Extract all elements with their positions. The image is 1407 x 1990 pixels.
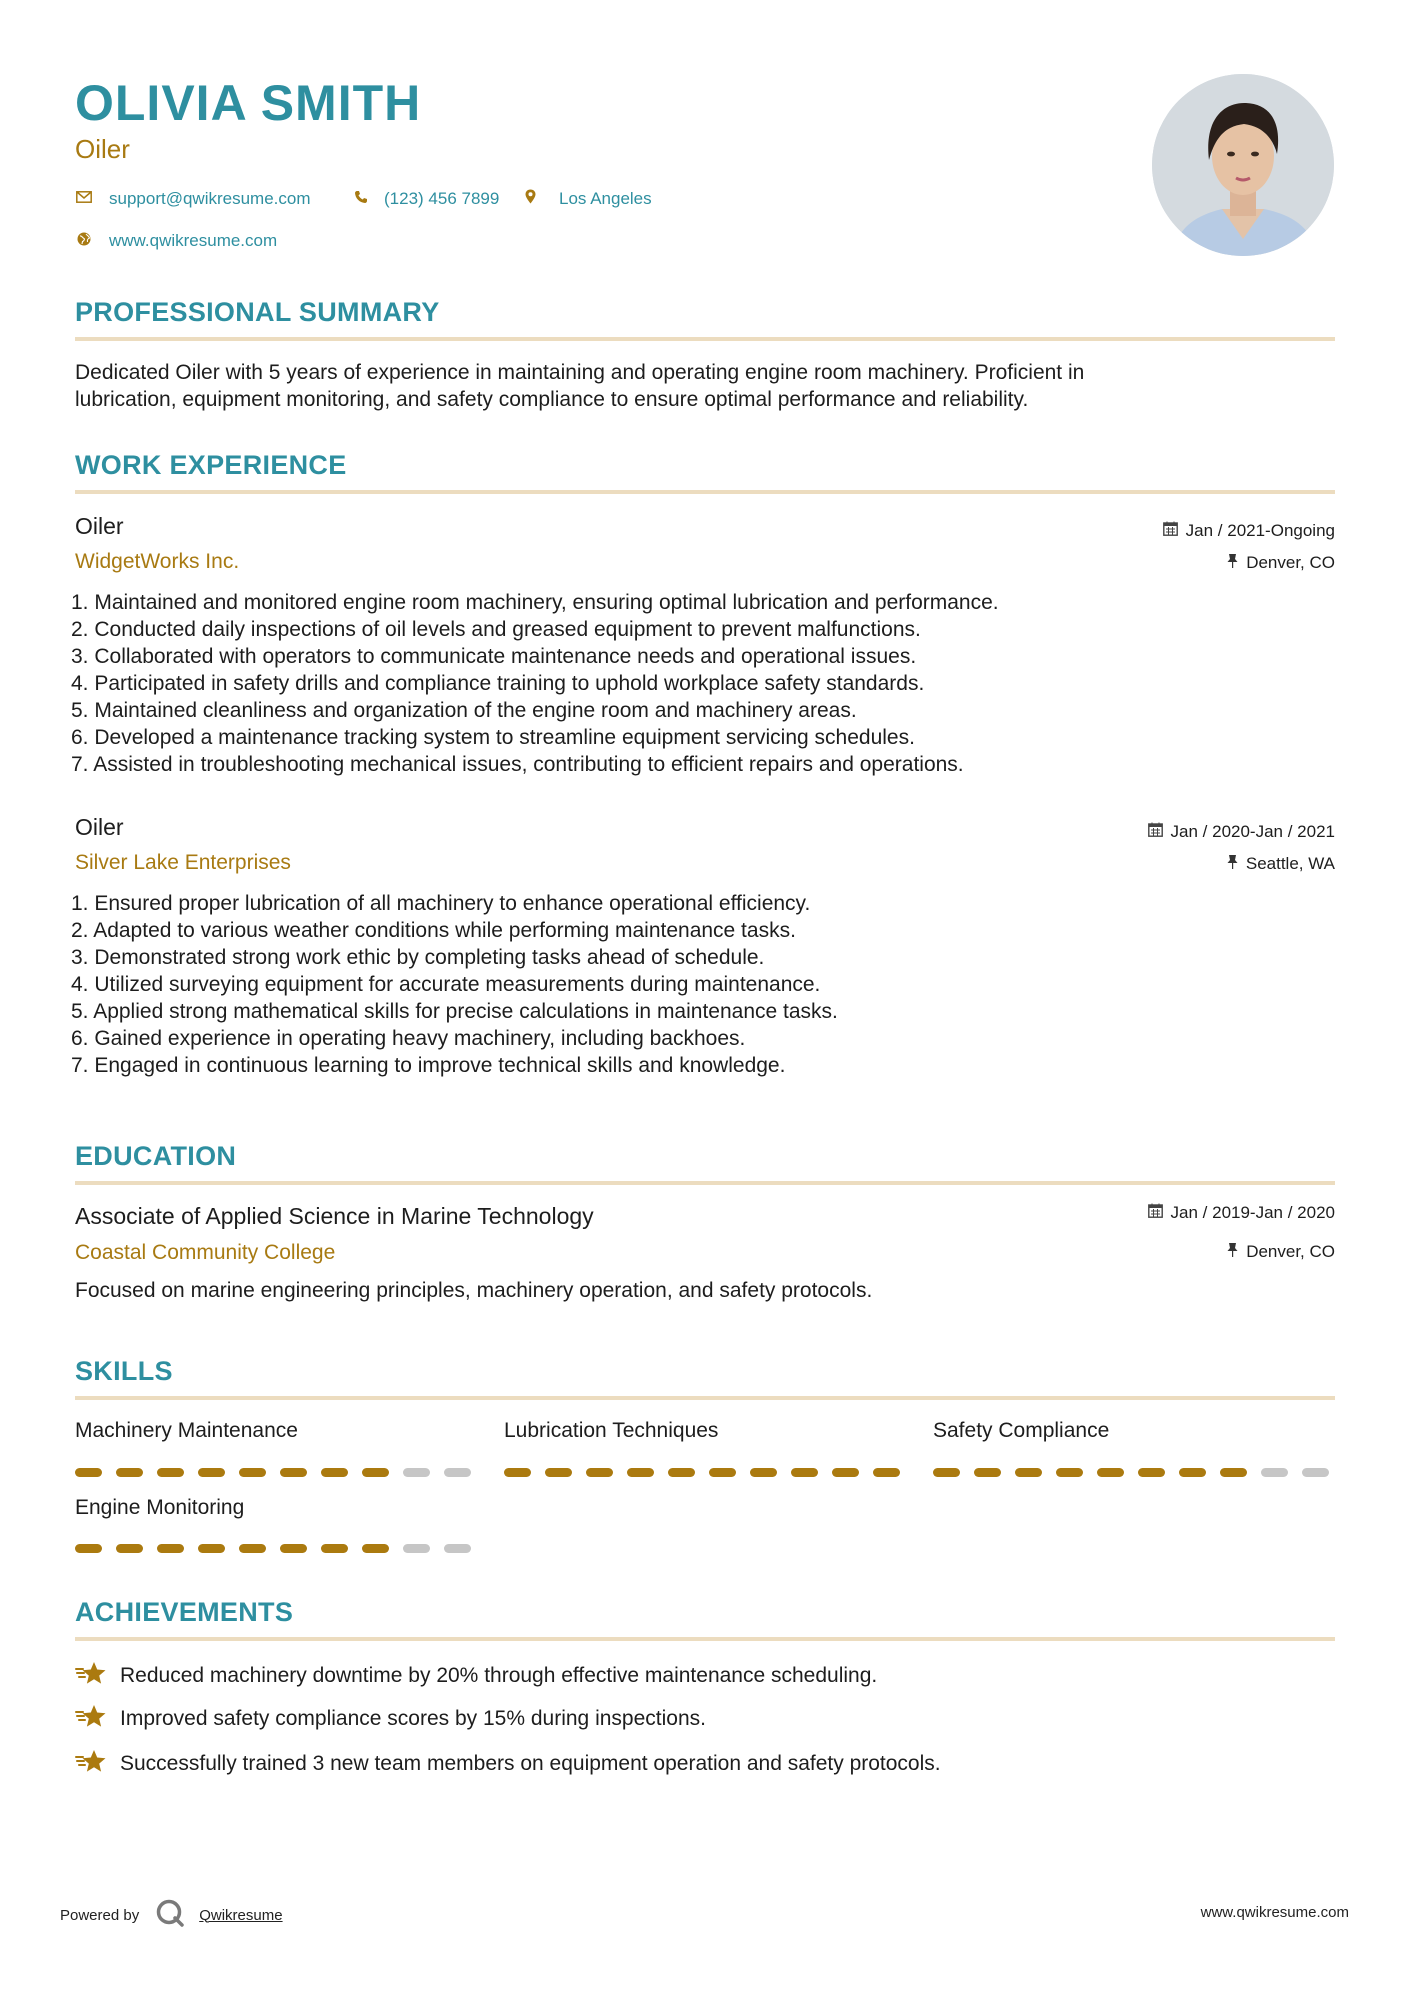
job-location: Seattle, WA (1227, 854, 1335, 874)
skill-dash-filled (709, 1468, 736, 1477)
skill-dash-filled (750, 1468, 777, 1477)
list-item: 7. Assisted in troubleshooting mechanical issues, contributing to efficient repairs and operations. (71, 753, 964, 776)
achievements-divider (75, 1637, 1335, 1641)
list-item: 3. Demonstrated strong work ethic by completing tasks ahead of schedule. (71, 946, 765, 969)
skill-dash-filled (1138, 1468, 1165, 1477)
skill-dash-filled (832, 1468, 859, 1477)
candidate-name: OLIVIA SMITH (75, 75, 422, 131)
skill-dash-filled (239, 1468, 266, 1477)
list-item: 5. Maintained cleanliness and organization of the engine room and machinery areas. (71, 699, 857, 722)
envelope-icon (75, 190, 93, 208)
skill-name: Lubrication Techniques (504, 1419, 719, 1442)
skill-dash-filled (75, 1468, 102, 1477)
list-item: 4. Utilized surveying equipment for accurate measurements during maintenance. (71, 973, 821, 996)
skill-dash-filled (280, 1468, 307, 1477)
skill-dash-empty (403, 1544, 430, 1553)
skill-dash-filled (586, 1468, 613, 1477)
calendar-icon (1148, 822, 1163, 842)
skill-dash-filled (75, 1544, 102, 1553)
skill-dash-empty (403, 1468, 430, 1477)
globe-icon (75, 232, 93, 251)
skill-dash-filled (504, 1468, 531, 1477)
skill-dash-empty (444, 1468, 471, 1477)
achievement-item: Reduced machinery downtime by 20% through effective maintenance scheduling. (75, 1660, 877, 1692)
job-title: Oiler (75, 814, 124, 840)
contact-phone[interactable] (352, 189, 499, 209)
school-name: Coastal Community College (75, 1241, 336, 1264)
skill-dash-filled (974, 1468, 1001, 1477)
map-pin-icon (521, 189, 539, 209)
pin-icon (1227, 1242, 1238, 1262)
skill-dash-filled (362, 1468, 389, 1477)
qwikresume-logo-icon (155, 1898, 185, 1932)
education-description: Focused on marine engineering principles, machinery operation, and safety protocols. (75, 1279, 873, 1302)
skill-name: Machinery Maintenance (75, 1419, 298, 1442)
list-item: 2. Conducted daily inspections of oil levels and greased equipment to prevent malfunctions. (71, 618, 921, 641)
skills-divider (75, 1396, 1335, 1400)
contact-location (521, 189, 652, 209)
skill-dash-filled (627, 1468, 654, 1477)
skill-name: Safety Compliance (933, 1419, 1110, 1442)
skill-dash-filled (157, 1468, 184, 1477)
candidate-role: Oiler (75, 134, 130, 164)
pin-icon (1227, 553, 1238, 573)
calendar-icon (1163, 521, 1178, 541)
skill-dash-filled (873, 1468, 900, 1477)
footer-url[interactable]: www.qwikresume.com (1200, 1904, 1349, 1921)
list-item: 3. Collaborated with operators to communicate maintenance needs and operational issues. (71, 645, 917, 668)
list-item: 6. Developed a maintenance tracking system to streamline equipment servicing schedules. (71, 726, 915, 749)
skill-dash-filled (198, 1468, 225, 1477)
star-icon (75, 1703, 107, 1735)
skill-dash-filled (280, 1544, 307, 1553)
achievements-heading: ACHIEVEMENTS (75, 1597, 294, 1627)
job-title: Oiler (75, 513, 124, 539)
skill-dash-filled (321, 1544, 348, 1553)
skill-dash-filled (791, 1468, 818, 1477)
degree-title: Associate of Applied Science in Marine Technology (75, 1203, 594, 1229)
education-location: Denver, CO (1227, 1242, 1335, 1262)
skill-level-bar (75, 1544, 471, 1553)
location-text: Los Angeles (559, 189, 652, 208)
contact-email[interactable] (75, 189, 311, 209)
skill-dash-filled (1015, 1468, 1042, 1477)
skill-level-bar (933, 1468, 1329, 1477)
summary-heading: PROFESSIONAL SUMMARY (75, 297, 440, 327)
skill-level-bar (504, 1468, 900, 1477)
list-item: 1. Ensured proper lubrication of all machinery to enhance operational efficiency. (71, 892, 811, 915)
website-text[interactable]: www.qwikresume.com (109, 231, 278, 250)
skill-dash-filled (1097, 1468, 1124, 1477)
list-item: 5. Applied strong mathematical skills for precise calculations in maintenance tasks. (71, 1000, 838, 1023)
skill-dash-filled (198, 1544, 225, 1553)
skill-dash-filled (1179, 1468, 1206, 1477)
brand-link[interactable]: Qwikresume (199, 1906, 283, 1924)
experience-heading: WORK EXPERIENCE (75, 450, 347, 480)
education-dates: Jan / 2019-Jan / 2020 (1148, 1203, 1335, 1223)
job-company: WidgetWorks Inc. (75, 550, 240, 573)
skill-dash-empty (1302, 1468, 1329, 1477)
email-text[interactable]: support@qwikresume.com (109, 189, 311, 208)
job-dates: Jan / 2020-Jan / 2021 (1148, 822, 1335, 842)
summary-divider (75, 337, 1335, 341)
job-bullets (71, 589, 999, 778)
skill-dash-filled (668, 1468, 695, 1477)
skill-dash-empty (1261, 1468, 1288, 1477)
star-icon (75, 1660, 107, 1692)
skills-heading: SKILLS (75, 1356, 173, 1386)
skill-dash-filled (933, 1468, 960, 1477)
experience-divider (75, 490, 1335, 494)
list-item: 1. Maintained and monitored engine room machinery, ensuring optimal lubrication and performance. (71, 591, 999, 614)
profile-photo (1152, 74, 1334, 256)
achievement-item: Successfully trained 3 new team members on equipment operation and safety protocols. (75, 1748, 941, 1780)
list-item: 2. Adapted to various weather conditions while performing maintenance tasks. (71, 919, 796, 942)
pin-icon (1227, 854, 1238, 874)
skill-dash-filled (1056, 1468, 1083, 1477)
job-location: Denver, CO (1227, 553, 1335, 573)
skill-level-bar (75, 1468, 471, 1477)
calendar-icon (1148, 1203, 1163, 1223)
job-dates: Jan / 2021-Ongoing (1163, 521, 1335, 541)
skill-dash-filled (116, 1544, 143, 1553)
skill-dash-empty (444, 1544, 471, 1553)
skill-name: Engine Monitoring (75, 1496, 245, 1519)
education-divider (75, 1181, 1335, 1185)
summary-text: Dedicated Oiler with 5 years of experience in maintaining and operating engine room machinery. Proficient in lubrication, equipment monitoring, and safety compliance to ensure optimal performance and reliability. (75, 361, 1085, 411)
skill-dash-filled (321, 1468, 348, 1477)
star-icon (75, 1748, 107, 1780)
contact-website[interactable] (75, 231, 277, 251)
footer-powered-by: Powered by Qwikresume (60, 1898, 283, 1932)
achievement-item: Improved safety compliance scores by 15% during inspections. (75, 1703, 706, 1735)
education-heading: EDUCATION (75, 1141, 237, 1171)
skill-dash-filled (116, 1468, 143, 1477)
skill-dash-filled (545, 1468, 572, 1477)
skill-dash-filled (1220, 1468, 1247, 1477)
job-bullets (71, 890, 838, 1079)
list-item: 7. Engaged in continuous learning to improve technical skills and knowledge. (71, 1054, 786, 1077)
list-item: 6. Gained experience in operating heavy machinery, including backhoes. (71, 1027, 746, 1050)
list-item: 4. Participated in safety drills and compliance training to uphold workplace safety standards. (71, 672, 925, 695)
phone-text[interactable]: (123) 456 7899 (384, 189, 500, 208)
skill-dash-filled (157, 1544, 184, 1553)
skill-dash-filled (239, 1544, 266, 1553)
job-company: Silver Lake Enterprises (75, 851, 291, 874)
phone-icon (352, 190, 370, 209)
skill-dash-filled (362, 1544, 389, 1553)
